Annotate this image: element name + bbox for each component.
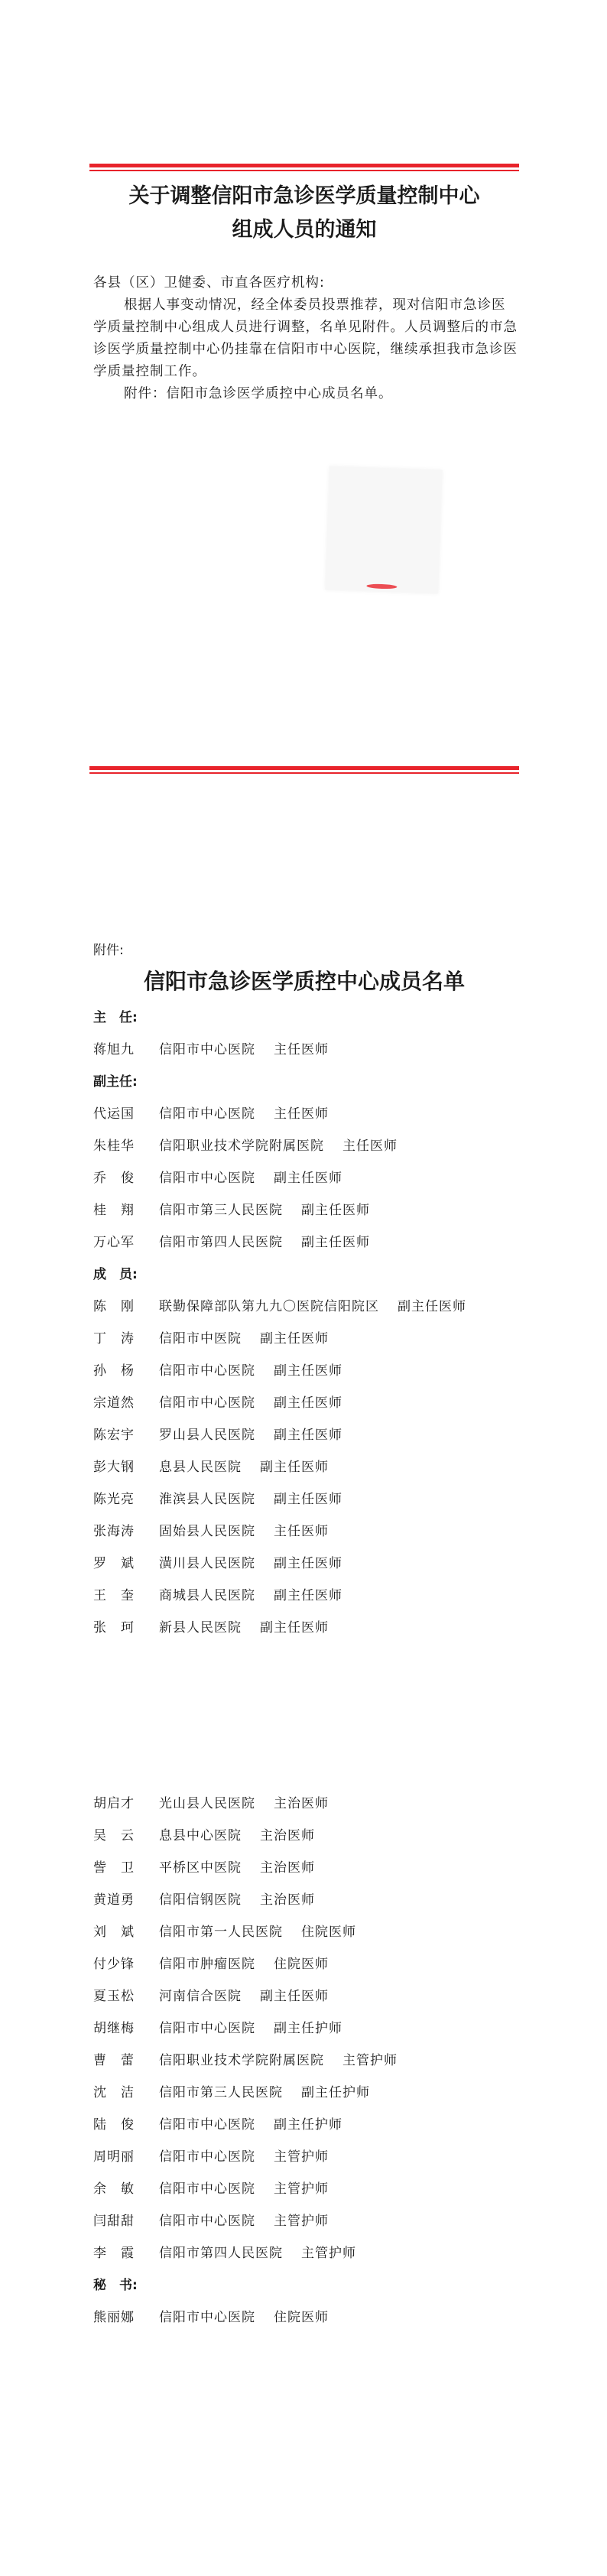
- member-title: 副主任医师: [301, 1235, 370, 1250]
- member-row: [93, 1852, 521, 1884]
- member-title: 主治医师: [260, 1828, 315, 1843]
- notice-title-line-2: 组成人员的通知: [232, 218, 377, 242]
- member-unit: 信阳市第四人民医院: [159, 1235, 283, 1250]
- member-unit: 淮滨县人民医院: [159, 1492, 255, 1507]
- member-row: [93, 1483, 521, 1515]
- member-row: [93, 1194, 521, 1226]
- member-title: 主管护师: [274, 2181, 329, 2197]
- notice-attachment-line: 附件：信阳市急诊医学质控中心成员名单。: [124, 386, 393, 401]
- member-row: [93, 2173, 521, 2205]
- member-row: [93, 1034, 521, 1066]
- member-row: [93, 1419, 521, 1451]
- member-unit: 新县人民医院: [159, 1620, 242, 1636]
- member-unit: 罗山县人民医院: [159, 1428, 255, 1443]
- member-unit: 固始县人民医院: [159, 1524, 255, 1539]
- member-title: 副主任医师: [274, 1428, 342, 1443]
- member-row: [93, 1451, 521, 1483]
- member-title: 副主任医师: [274, 1588, 342, 1603]
- member-name: 陆 俊: [93, 2117, 135, 2133]
- member-title: 主管护师: [301, 2246, 356, 2261]
- red-footer-rule: [89, 766, 519, 775]
- member-name: 夏玉松: [93, 1989, 135, 2004]
- notice-salutation: 各县（区）卫健委、市直各医疗机构:: [93, 275, 325, 291]
- member-name: 桂 翔: [93, 1203, 135, 1218]
- member-name: 乔 俊: [93, 1171, 135, 1186]
- member-name: 周明丽: [93, 2149, 135, 2165]
- member-row: [93, 1515, 521, 1548]
- member-unit: 联勤保障部队第九九〇医院信阳院区: [159, 1299, 379, 1314]
- member-title: 主任医师: [342, 1139, 398, 1154]
- member-unit: 信阳市中心医院: [159, 1395, 255, 1411]
- member-title: 副主任医师: [260, 1331, 329, 1346]
- member-unit: 息县人民医院: [159, 1460, 242, 1475]
- member-unit: 信阳市中心医院: [159, 2149, 255, 2165]
- member-unit: 信阳市中心医院: [159, 2310, 255, 2325]
- member-name: 陈宏宇: [93, 1428, 135, 1443]
- member-row: [93, 2237, 521, 2269]
- member-unit: 信阳职业技术学院附属医院: [159, 1139, 324, 1154]
- member-row: [93, 1098, 521, 1130]
- member-unit: 信阳市第一人民医院: [159, 1925, 283, 1940]
- member-row: [93, 1580, 521, 1612]
- roster-title: 信阳市急诊医学质控中心成员名单: [143, 969, 465, 994]
- member-title: 主治医师: [260, 1860, 315, 1876]
- member-row: [93, 1355, 521, 1387]
- member-unit: 信阳市第三人民医院: [159, 1203, 283, 1218]
- member-title: 副主任医师: [274, 1492, 342, 1507]
- member-name: 代运国: [93, 1106, 135, 1122]
- member-title: 主任医师: [274, 1106, 329, 1122]
- member-name: 胡继梅: [93, 2021, 135, 2036]
- red-header-rule: [89, 164, 519, 173]
- member-row: [93, 1916, 521, 1948]
- member-title: 主任医师: [274, 1524, 329, 1539]
- member-title: 副主任医师: [274, 1363, 342, 1379]
- member-title: 副主任医师: [301, 1203, 370, 1218]
- member-name: 罗 斌: [93, 1556, 135, 1571]
- member-row: [93, 2077, 521, 2109]
- member-row: [93, 1548, 521, 1580]
- member-name: 熊丽娜: [93, 2310, 135, 2325]
- attachment-label: 附件:: [93, 943, 124, 958]
- member-row: [93, 1291, 521, 1323]
- member-unit: 信阳市中心医院: [159, 1363, 255, 1379]
- member-row: [93, 2302, 521, 2334]
- notice-body: [93, 272, 518, 405]
- member-row: [93, 2045, 521, 2077]
- member-row: [93, 1788, 521, 1820]
- member-row: [93, 1612, 521, 1644]
- member-unit: 信阳市中心医院: [159, 1042, 255, 1057]
- member-title: 主任医师: [274, 1042, 329, 1057]
- member-row: [93, 1948, 521, 1980]
- member-row: [93, 2141, 521, 2173]
- member-unit: 潢川县人民医院: [159, 1556, 255, 1571]
- member-name: 李 霞: [93, 2246, 135, 2261]
- member-row: [93, 2205, 521, 2237]
- member-name: 吴 云: [93, 1828, 135, 1843]
- member-title: 副主任医师: [274, 1395, 342, 1411]
- member-unit: 平桥区中医院: [159, 1860, 242, 1876]
- member-unit: 信阳职业技术学院附属医院: [159, 2053, 324, 2068]
- roster-list-page-1: [93, 1002, 521, 1644]
- member-name: 孙 杨: [93, 1363, 135, 1379]
- member-unit: 信阳市第三人民医院: [159, 2085, 283, 2100]
- section-heading: 成 员:: [93, 1267, 138, 1282]
- member-name: 陈光亮: [93, 1492, 135, 1507]
- member-unit: 商城县人民医院: [159, 1588, 255, 1603]
- member-name: 沈 洁: [93, 2085, 135, 2100]
- member-name: 刘 斌: [93, 1925, 135, 1940]
- member-name: 张 珂: [93, 1620, 135, 1636]
- member-unit: 信阳市中心医院: [159, 2181, 255, 2197]
- member-name: 蒋旭九: [93, 1042, 135, 1057]
- member-name: 万心军: [93, 1235, 135, 1250]
- section-heading: 副主任:: [93, 1074, 138, 1090]
- section-heading: 主 任:: [93, 1010, 138, 1025]
- member-row: [93, 1387, 521, 1419]
- member-unit: 信阳市中心医院: [159, 1171, 255, 1186]
- member-row: [93, 2109, 521, 2141]
- member-title: 副主任医师: [260, 1989, 329, 2004]
- roster-list-page-2: [93, 1788, 521, 2334]
- member-title: 主管护师: [274, 2214, 329, 2229]
- member-name: 胡启才: [93, 1796, 135, 1811]
- member-unit: 信阳市中医院: [159, 1331, 242, 1346]
- member-name: 黄道勇: [93, 1892, 135, 1908]
- member-title: 副主任护师: [301, 2085, 370, 2100]
- member-row: [93, 1884, 521, 1916]
- member-title: 住院医师: [274, 1957, 329, 1972]
- notice-paragraph: 根据人事变动情况，经全体委员投票推荐，现对信阳市急诊医学质量控制中心组成人员进行调整，名单见附件。人员调整后的市急诊医学质量控制中心仍挂靠在信阳市中心医院，继续承担我市急诊医学质量控制工作。: [93, 297, 518, 379]
- member-title: 副主任医师: [274, 1171, 342, 1186]
- member-name: 王 奎: [93, 1588, 135, 1603]
- member-unit: 信阳市中心医院: [159, 2117, 255, 2133]
- member-unit: 息县中心医院: [159, 1828, 242, 1843]
- member-name: 曹 蕾: [93, 2053, 135, 2068]
- member-row: [93, 1130, 521, 1162]
- member-row: [93, 1323, 521, 1355]
- member-row: [93, 1820, 521, 1852]
- member-row: [93, 1226, 521, 1259]
- member-name: 付少锋: [93, 1957, 135, 1972]
- member-unit: 信阳市第四人民医院: [159, 2246, 283, 2261]
- member-unit: 光山县人民医院: [159, 1796, 255, 1811]
- member-title: 主治医师: [274, 1796, 329, 1811]
- member-name: 彭大钢: [93, 1460, 135, 1475]
- member-row: [93, 2012, 521, 2045]
- member-title: 副主任医师: [274, 1556, 342, 1571]
- member-unit: 信阳市中心医院: [159, 2021, 255, 2036]
- section-heading: 秘 书:: [93, 2278, 138, 2293]
- member-title: 住院医师: [274, 2310, 329, 2325]
- member-name: 陈 刚: [93, 1299, 135, 1314]
- member-title: 住院医师: [301, 1925, 356, 1940]
- member-name: 张海涛: [93, 1524, 135, 1539]
- member-unit: 河南信合医院: [159, 1989, 242, 2004]
- notice-title-line-1: 关于调整信阳市急诊医学质量控制中心: [128, 184, 480, 208]
- member-name: 闫甜甜: [93, 2214, 135, 2229]
- member-title: 主管护师: [342, 2053, 398, 2068]
- member-title: 主治医师: [260, 1892, 315, 1908]
- member-name: 余 敏: [93, 2181, 135, 2197]
- member-title: 副主任医师: [398, 1299, 466, 1314]
- member-title: 副主任医师: [260, 1620, 329, 1636]
- member-unit: 信阳市肿瘤医院: [159, 1957, 255, 1972]
- member-unit: 信阳市中心医院: [159, 2214, 255, 2229]
- member-name: 宗道然: [93, 1395, 135, 1411]
- member-name: 訾 卫: [93, 1860, 135, 1876]
- member-name: 丁 涛: [93, 1331, 135, 1346]
- member-title: 主管护师: [274, 2149, 329, 2165]
- official-seal-image: [325, 466, 443, 593]
- member-row: [93, 1162, 521, 1194]
- member-row: [93, 1980, 521, 2012]
- member-title: 副主任护师: [274, 2117, 342, 2133]
- member-unit: 信阳信钢医院: [159, 1892, 242, 1908]
- member-title: 副主任医师: [260, 1460, 329, 1475]
- member-title: 副主任护师: [274, 2021, 342, 2036]
- member-unit: 信阳市中心医院: [159, 1106, 255, 1122]
- member-name: 朱桂华: [93, 1139, 135, 1154]
